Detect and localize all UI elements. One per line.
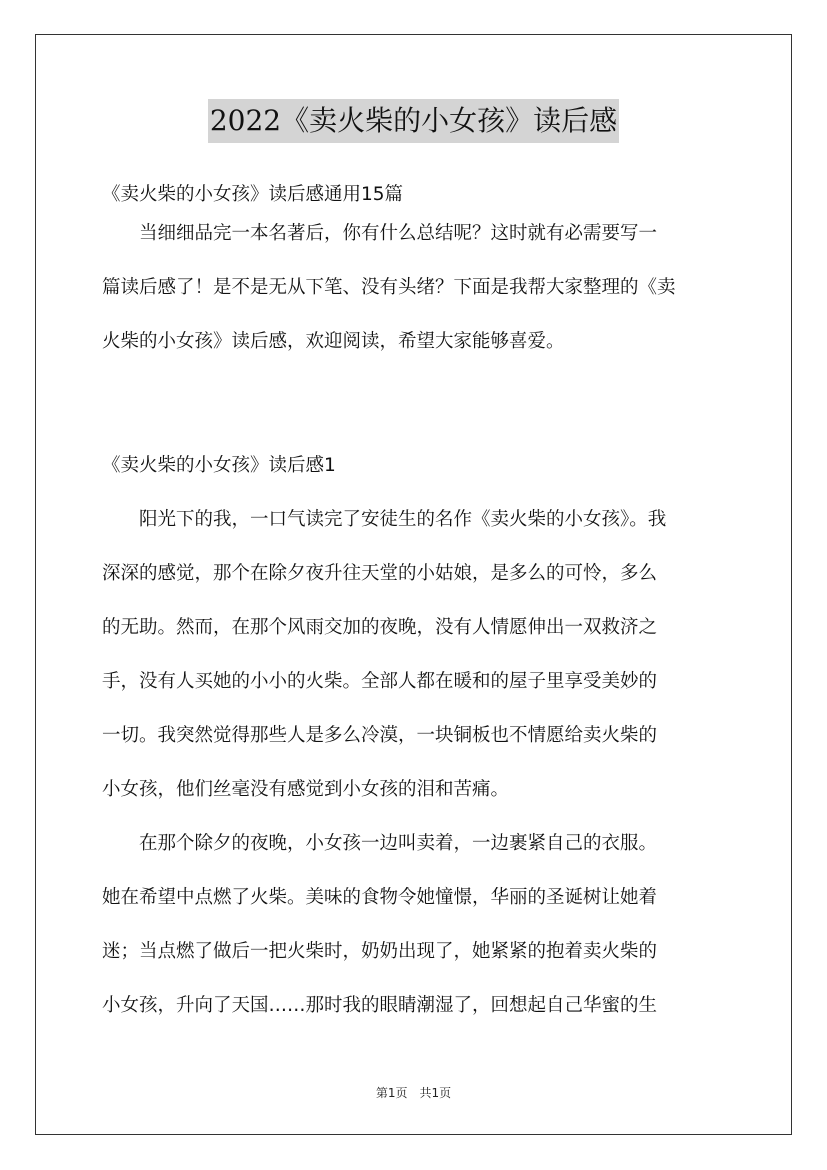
paragraph-line: 她在希望中点燃了火柴。美味的食物令她憧憬，华丽的圣诞树让她着 — [102, 887, 658, 908]
intro-paragraph — [102, 207, 727, 369]
paragraph-line: 一切。我突然觉得那些人是多么冷漠，一块铜板也不情愿给卖火柴的 — [102, 725, 658, 746]
intro-line: 当细细品完一本名著后，你有什么总结呢？这时就有必需要写一 — [102, 223, 658, 244]
title-container — [0, 99, 827, 143]
paragraph-two — [102, 817, 727, 1033]
document-subtitle: 《卖火柴的小女孩》读后感通用15篇 — [102, 184, 404, 205]
paragraph-line: 阳光下的我，一口气读完了安徒生的名作《卖火柴的小女孩》。我 — [102, 509, 667, 530]
paragraph-line: 在那个除夕的夜晚，小女孩一边叫卖着，一边裹紧自己的衣服。 — [102, 833, 658, 854]
paragraph-line: 小女孩，升向了天国……那时我的眼睛潮湿了，回想起自己华蜜的生 — [102, 995, 658, 1016]
intro-line: 火柴的小女孩》读后感，欢迎阅读，希望大家能够喜爱。 — [102, 331, 565, 352]
document-title: 2022《卖火柴的小女孩》读后感 — [208, 99, 619, 143]
paragraph-line: 的无助。然而，在那个风雨交加的夜晚，没有人情愿伸出一双救济之 — [102, 617, 658, 638]
section-heading: 《卖火柴的小女孩》读后感1 — [102, 455, 336, 476]
paragraph-line: 手，没有人买她的小小的火柴。全部人都在暖和的屋子里享受美妙的 — [102, 671, 658, 692]
intro-line: 篇读后感了！是不是无从下笔、没有头绪？下面是我帮大家整理的《卖 — [102, 277, 676, 298]
page-footer: 第1页 共1页 — [375, 1086, 452, 1100]
paragraph-one — [102, 493, 727, 817]
paragraph-line: 迷；当点燃了做后一把火柴时，奶奶出现了，她紧紧的抱着卖火柴的 — [102, 941, 658, 962]
paragraph-line: 深深的感觉，那个在除夕夜升往天堂的小姑娘，是多么的可怜，多么 — [102, 563, 658, 584]
paragraph-line: 小女孩，他们丝毫没有感觉到小女孩的泪和苦痛。 — [102, 779, 510, 800]
